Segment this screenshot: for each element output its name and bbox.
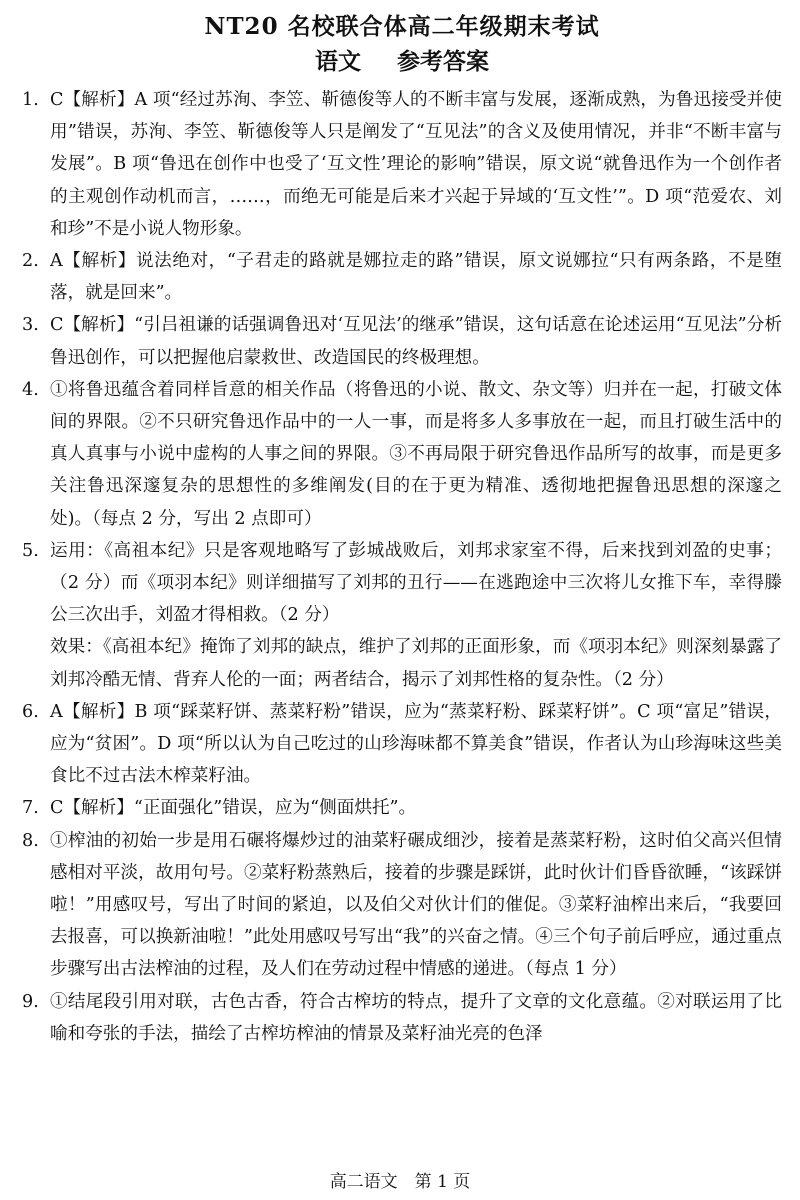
answer-number: 9. (22, 991, 39, 1012)
answer-text: ①结尾段引用对联，古色古香，符合古榨坊的特点，提升了文章的文化意蕴。②对联运用了比喻和夸张的手法，描绘了古榨坊榨油的情景及菜籽油光亮的色泽 (50, 991, 782, 1044)
exam-title: NT20 名校联合体高二年级期末考试 (204, 13, 600, 40)
answer-item-3 (22, 309, 782, 373)
answer-number: 5. (22, 540, 39, 561)
answer-number: 3. (22, 315, 39, 336)
answer-number: 7. (22, 798, 39, 819)
answer-text: ①榨油的初始一步是用石碾将爆炒过的油菜籽碾成细沙，接着是蒸菜籽粉，这时伯父高兴但情感相对平淡，故用句号。②菜籽粉蒸熟后，接着的步骤是踩饼，此时伙计们昏昏欲睡，“该踩饼啦！”用感叹号，写出了时间的紧迫，以及伯父对伙计们的催促。③菜籽油榨出来后，“我要回去报喜，可以换新油啦！”此处用感叹号写出“我”的兴奋之情。④三个句子前后呼应，通过重点步骤写出古法榨油的过程，及人们在劳动过程中情感的递进。（每点 1 分） (50, 830, 782, 980)
exam-subtitle (22, 44, 782, 80)
answer-item-5 (22, 535, 782, 696)
answer-effect-text: 效果：《高祖本纪》掩饰了刘邦的缺点，维护了刘邦的正面形象，而《项羽本纪》则深刻暴露了刘邦冷酷无情、背弃人伦的一面；两者结合，揭示了刘邦性格的复杂性。（2 分） (50, 637, 782, 690)
answer-number: 4. (22, 379, 39, 400)
answer-number: 2. (22, 251, 39, 272)
answer-item-8 (22, 825, 782, 986)
answer-text: C【解析】“正面强化”错误，应为“侧面烘托”。 (50, 798, 417, 819)
subject-label: 语文 (314, 48, 361, 75)
answer-body (50, 535, 782, 696)
answer-number: 1. (22, 90, 39, 110)
answer-text: C【解析】“引吕祖谦的话强调鲁迅对‘互见法’的继承”错误，这句话意在论述运用“互见法”分析鲁迅创作，可以把握他启蒙救世、改造国民的终极理想。 (50, 315, 782, 368)
answer-number: 8. (22, 830, 39, 851)
answer-text: A【解析】说法绝对，“子君走的路就是娜拉走的路”错误，原文说娜拉“只有两条路，不是堕落，就是回来”。 (50, 251, 782, 304)
answer-item-4 (22, 374, 782, 535)
answer-number: 6. (22, 701, 39, 722)
answer-item-2 (22, 245, 782, 309)
answer-item-9 (22, 986, 782, 1050)
doc-type-label: 参考答案 (397, 48, 489, 75)
answer-item-1 (22, 84, 782, 245)
answer-text: A【解析】B 项“踩菜籽饼、蒸菜籽粉”错误，应为“蒸菜籽粉、踩菜籽饼”。C 项“富足”错误，应为“贫困”。D 项“所以认为自己吃过的山珍海味都不算美食”错误，作者认为山珍海味这些美食比不过古法木榨菜籽油。 (50, 701, 782, 787)
answer-item-7 (22, 792, 782, 824)
answer-usage-text: 运用：《高祖本纪》只是客观地略写了彭城战败后，刘邦求家室不得，后来找到刘盈的史事；（2 分）而《项羽本纪》则详细描写了刘邦的丑行——在逃跑途中三次将儿女推下车，幸得滕公三次出手，刘盈才得相救。（2 分） (50, 540, 782, 626)
page-footer: 高二语文 第 1 页 (329, 1172, 471, 1192)
answer-text: C【解析】A 项“经过苏洵、李笠、靳德俊等人的不断丰富与发展，逐渐成熟，为鲁迅接受并使用”错误，苏洵、李笠、靳德俊等人只是阐发了“互见法”的含义及使用情况，并非“不断丰富与发展”。B 项“鲁迅在创作中也受了‘互文性’理论的影响”错误，原文说“就鲁迅作为一个创作者的主观创作动机而言，……，而绝无可能是后来才兴起于异域的‘互文性’”。D 项“范爱农、刘和珍”不是小说人物形象。 (50, 90, 782, 239)
answer-item-6 (22, 696, 782, 793)
answer-text: ①将鲁迅蕴含着同样旨意的相关作品（将鲁迅的小说、散文、杂文等）归并在一起，打破文体间的界限。②不只研究鲁迅作品中的一人一事，而是将多人多事放在一起，而且打破生活中的真人真事与小说中虚构的人事之间的界限。③不再局限于研究鲁迅作品所写的故事，而是更多关注鲁迅深邃复杂的思想性的多维阐发(目的在于更为精准、透彻地把握鲁迅思想的深邃之处)。（每点 2 分，写出 2 点即可） (50, 379, 782, 529)
